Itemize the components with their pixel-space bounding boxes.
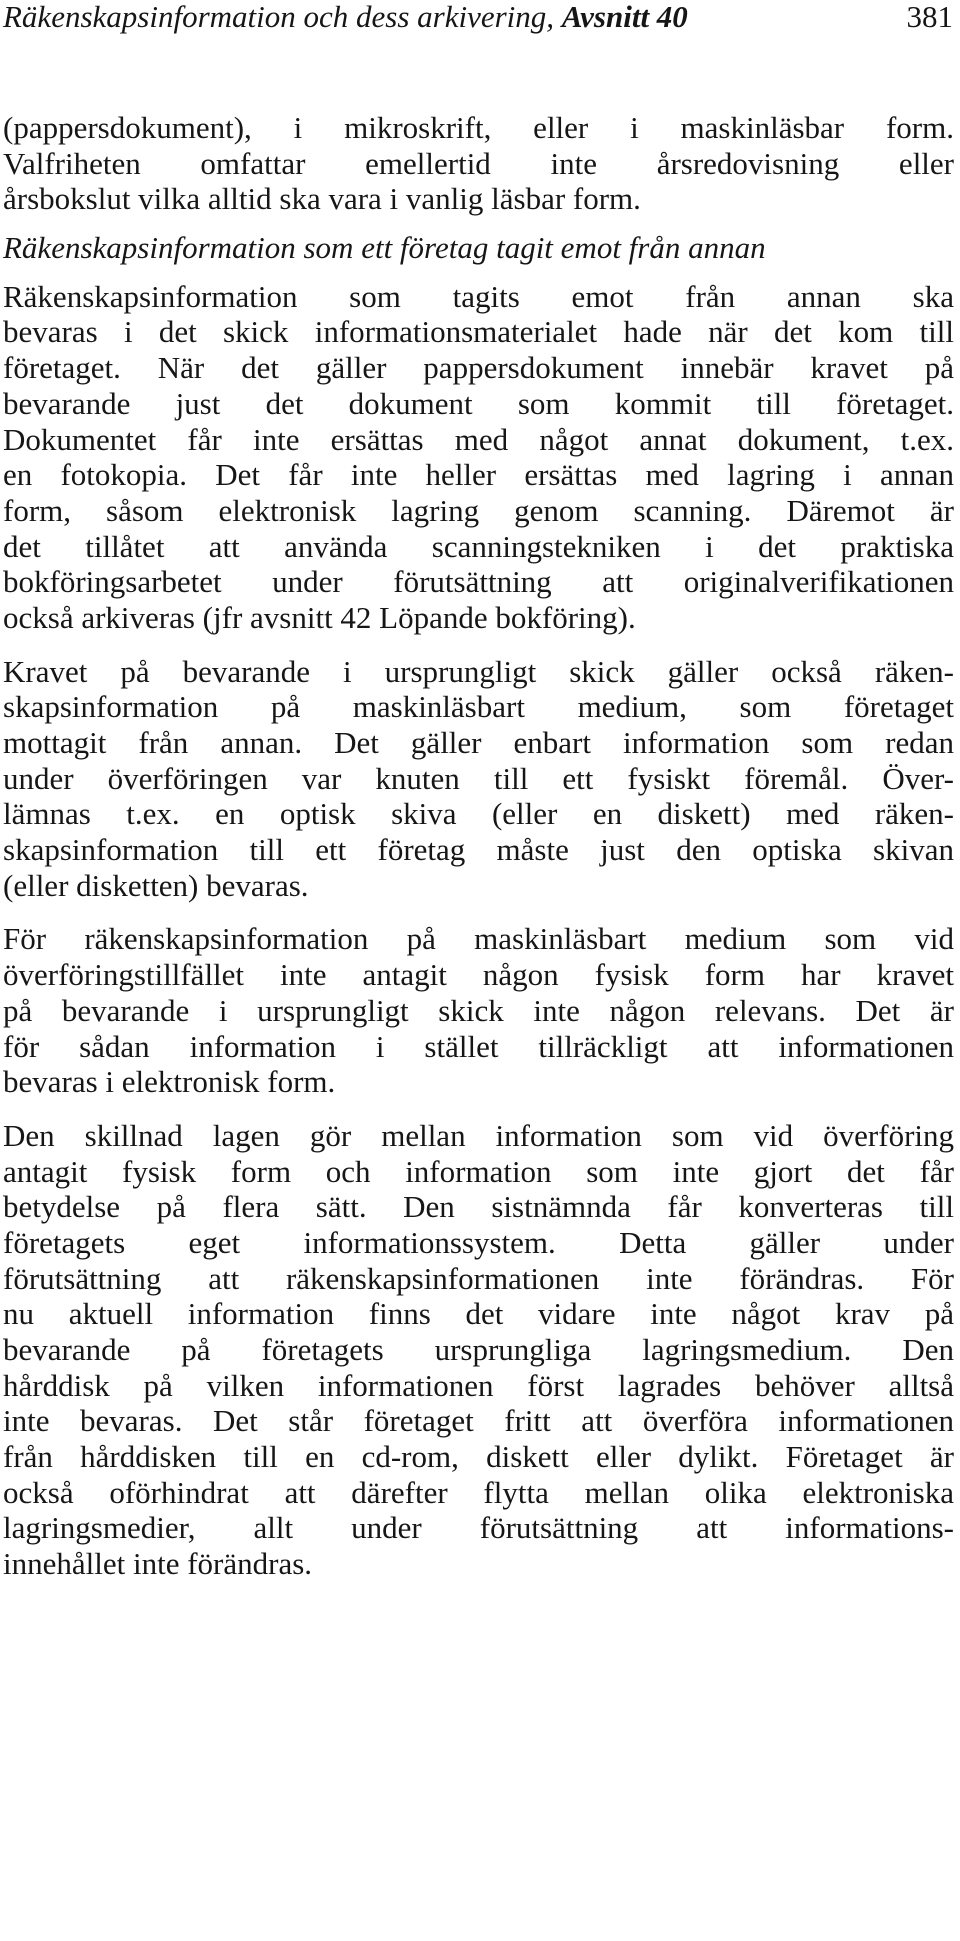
text-line: betydelse på flera sätt. Den sistnämnda får konverteras till bbox=[3, 1189, 954, 1225]
section-label: Avsnitt 40 bbox=[561, 0, 688, 34]
text-line: också arkiveras (jfr avsnitt 42 Löpande bokföring). bbox=[3, 599, 636, 635]
text-line: bevaras i elektronisk form. bbox=[3, 1064, 336, 1100]
text-line: lämnas t.ex. en optisk skiva (eller en diskett) med räken- bbox=[3, 796, 954, 832]
text-line: skapsinformation på maskinläsbart medium, som företaget bbox=[3, 689, 954, 725]
text-line: hårddisk på vilken informationen först lagrades behöver alltså bbox=[3, 1367, 954, 1403]
text-line: det tillåtet att använda scanningstekniken i det praktiska bbox=[3, 528, 954, 564]
text-line: årsbokslut vilka alltid ska vara i vanlig läsbar form. bbox=[3, 181, 641, 217]
text-line: förutsättning att räkenskapsinformationen inte förändras. För bbox=[3, 1260, 954, 1296]
text-line: skapsinformation till ett företag måste just den optiska skivan bbox=[3, 832, 954, 868]
text-line: nu aktuell information finns det vidare inte något krav på bbox=[3, 1296, 954, 1332]
text-line: lagringsmedier, allt under förutsättning att informations- bbox=[3, 1510, 954, 1546]
text-line: mottagit från annan. Det gäller enbart information som redan bbox=[3, 725, 954, 760]
text-line: Valfriheten omfattar emellertid inte årsredovisning eller bbox=[3, 145, 954, 181]
text-line: också oförhindrat att därefter flytta mellan olika elektroniska bbox=[3, 1474, 954, 1510]
text-line: Kravet på bevarande i ursprungligt skick gäller också räken- bbox=[3, 653, 954, 689]
text-line: bevarande just det dokument som kommit till företaget. bbox=[3, 385, 954, 421]
text-line: bevarande på företagets ursprungliga lagringsmedium. Den bbox=[3, 1332, 954, 1367]
text-line: Dokumentet får inte ersättas med något annat dokument, t.ex. bbox=[3, 421, 954, 457]
text-line: inte bevaras. Det står företaget fritt att överföra informationen bbox=[3, 1403, 954, 1439]
text-line: Räkenskapsinformation som tagits emot från annan ska bbox=[3, 278, 954, 314]
paragraph bbox=[3, 921, 954, 1099]
body-text bbox=[3, 110, 954, 1582]
text-line: För räkenskapsinformation på maskinläsbart medium som vid bbox=[3, 921, 954, 957]
text-line: (eller disketten) bevaras. bbox=[3, 867, 309, 903]
text-line: överföringstillfället inte antagit någon fysisk form har kravet bbox=[3, 957, 954, 993]
text-line: bokföringsarbetet under förutsättning att originalverifikationen bbox=[3, 564, 954, 600]
text-line: företaget. När det gäller pappersdokument innebär kravet på bbox=[3, 350, 954, 386]
page-number: 381 bbox=[906, 0, 953, 34]
text-line: antagit fysisk form och information som inte gjort det får bbox=[3, 1153, 954, 1189]
text-line: (pappersdokument), i mikroskrift, eller i maskinläsbar form. bbox=[3, 110, 954, 145]
paragraph bbox=[3, 110, 954, 217]
text-line: under överföringen var knuten till ett fysiskt föremål. Över- bbox=[3, 760, 954, 796]
text-line: bevaras i det skick informationsmaterialet hade när det kom till bbox=[3, 314, 954, 350]
paragraph bbox=[3, 279, 954, 636]
paragraph bbox=[3, 1118, 954, 1582]
text-line: en fotokopia. Det får inte heller ersättas med lagring i annan bbox=[3, 457, 954, 493]
text-line: på bevarande i ursprungligt skick inte någon relevans. Det är bbox=[3, 992, 954, 1028]
text-line: form, såsom elektronisk lagring genom scanning. Däremot är bbox=[3, 492, 954, 528]
paragraph bbox=[3, 654, 954, 904]
text-line: för sådan information i stället tillräckligt att informationen bbox=[3, 1028, 954, 1064]
text-line: Den skillnad lagen gör mellan information som vid överföring bbox=[3, 1117, 954, 1153]
text-line: innehållet inte förändras. bbox=[3, 1546, 313, 1582]
text-line: företagets eget informationssystem. Detta gäller under bbox=[3, 1224, 954, 1260]
chapter-title: Räkenskapsinformation och dess arkivering, bbox=[3, 0, 562, 34]
running-header-title bbox=[3, 0, 688, 34]
running-header bbox=[0, 0, 953, 34]
section-subheading: Räkenskapsinformation som ett företag tagit emot från annan bbox=[3, 230, 766, 266]
text-line: från hårddisken till en cd-rom, diskett eller dylikt. Företaget är bbox=[3, 1439, 954, 1475]
